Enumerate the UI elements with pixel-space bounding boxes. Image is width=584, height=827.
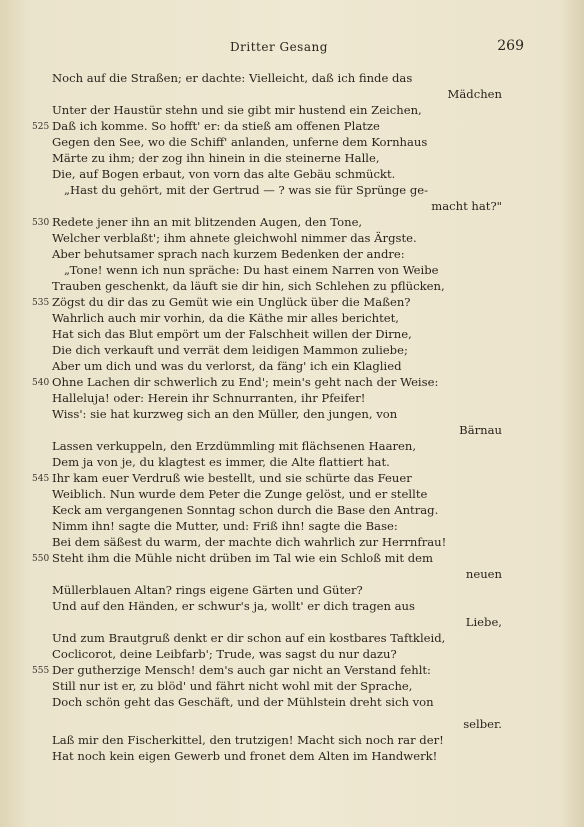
verse-text: Die dich verkauft und verrät dem leidigen Mammon zuliebe; [52, 343, 408, 357]
verse-text: Hat noch kein eigen Gewerb und fronet dem Alten im Handwerk! [52, 749, 438, 763]
verse-text: Weiblich. Nun wurde dem Peter die Zunge gelöst, und er stellte [52, 487, 428, 501]
verse-text: Daß ich komme. So hofft' er: da stieß am offenen Platze [52, 119, 380, 133]
verse-line [0, 342, 584, 358]
verse-text: Doch schön geht das Geschäft, und der Mühlstein dreht sich von [52, 695, 434, 709]
verse-text: Ihr kam euer Verdruß wie bestellt, und sie schürte das Feuer [52, 471, 412, 485]
verse-text: Und auf den Händen, er schwur's ja, wollt' er dich tragen aus [52, 599, 415, 613]
verse-text: Hat sich das Blut empört um der Falschheit willen der Dirne, [52, 327, 412, 341]
verse-line [0, 630, 584, 646]
verse-line [0, 614, 584, 630]
verse-text: Dem ja von je, du klagtest es immer, die Alte flattiert hat. [52, 455, 390, 469]
verse-line [0, 166, 584, 182]
verse-text: Gegen den See, wo die Schiff' anlanden, unferne dem Kornhaus [52, 135, 428, 149]
verse-line [0, 358, 584, 374]
verse-line [0, 86, 584, 102]
line-number: 545 [32, 474, 50, 484]
line-number: 540 [32, 378, 50, 388]
verse-text: Liebe, [465, 615, 502, 629]
verse-line [0, 694, 584, 710]
verse-text: Keck am vergangenen Sonntag schon durch die Base den Antrag. [52, 503, 439, 517]
verse-text: neuen [465, 567, 502, 581]
verse-line [0, 406, 584, 422]
verse-line [0, 582, 584, 598]
verse-line [0, 748, 584, 764]
verse-line [0, 534, 584, 550]
verse-text: Bei dem säßest du warm, der machte dich wahrlich zur Herrnfrau! [52, 535, 447, 549]
verse-line [0, 598, 584, 614]
verse-line [0, 390, 584, 406]
verse-text: Und zum Brautgruß denkt er dir schon auf ein kostbares Taftkleid, [52, 631, 446, 645]
verse-text: Bärnau [459, 423, 502, 437]
line-number: 525 [32, 122, 50, 132]
verse-text: Noch auf die Straßen; er dachte: Vielleicht, daß ich finde das [52, 71, 413, 85]
verse-line [0, 70, 584, 86]
verse-line [0, 486, 584, 502]
verse-text: Welcher verblaßt'; ihm ahnete gleichwohl nimmer das Ärgste. [52, 231, 417, 245]
verse-line [0, 646, 584, 662]
verse-line [0, 326, 584, 342]
verse-text: Ohne Lachen dir schwerlich zu End'; mein's geht nach der Weise: [52, 375, 439, 389]
verse-line [0, 732, 584, 748]
line-number: 535 [32, 298, 50, 308]
line-number: 550 [32, 554, 50, 564]
verse-text: Wahrlich auch mir vorhin, da die Käthe mir alles berichtet, [52, 311, 399, 325]
verse-text: Steht ihm die Mühle nicht drüben im Tal wie ein Schloß mit dem [52, 551, 433, 565]
verse-line [0, 502, 584, 518]
verse-line [0, 246, 584, 262]
verse-line [0, 310, 584, 326]
verse-line [0, 118, 584, 134]
verse-text: Zögst du dir das zu Gemüt wie ein Unglück über die Maßen? [52, 295, 411, 309]
verse-line [0, 134, 584, 150]
verse-line [0, 550, 584, 566]
verse-text: „Tone! wenn ich nun spräche: Du hast einem Narren von Weibe [64, 263, 439, 277]
verse-block [0, 70, 584, 764]
verse-line [0, 102, 584, 118]
verse-line [0, 678, 584, 694]
verse-line [0, 230, 584, 246]
verse-line [0, 662, 584, 678]
verse-text: Der gutherzige Mensch! dem's auch gar nicht an Verstand fehlt: [52, 663, 431, 677]
verse-line [0, 278, 584, 294]
verse-line [0, 150, 584, 166]
verse-text: Unter der Haustür stehn und sie gibt mir hustend ein Zeichen, [52, 103, 422, 117]
verse-line [0, 518, 584, 534]
verse-text: Lassen verkuppeln, den Erzdümmling mit flächsenen Haaren, [52, 439, 417, 453]
verse-text: Still nur ist er, zu blöd' und fährt nicht wohl mit der Sprache, [52, 679, 413, 693]
verse-line [0, 566, 584, 582]
verse-line [0, 422, 584, 438]
verse-line [0, 454, 584, 470]
verse-text: Mädchen [447, 87, 502, 101]
verse-line [0, 438, 584, 454]
verse-line [0, 470, 584, 486]
verse-text: Wiss': sie hat kurzweg sich an den Müller, den jungen, von [52, 407, 398, 421]
verse-line [0, 374, 584, 390]
verse-text: Coclicorot, deine Leibfarb'; Trude, was sagst du nur dazu? [52, 647, 397, 661]
page-header [0, 38, 584, 58]
verse-line [0, 182, 584, 198]
running-title: Dritter Gesang [230, 40, 328, 54]
verse-text: selber. [463, 717, 502, 731]
verse-text: Halleluja! oder: Herein ihr Schnurranten, ihr Pfeifer! [52, 391, 366, 405]
verse-text: Die, auf Bogen erbaut, von vorn das alte Gebäu schmückt. [52, 167, 396, 181]
line-number: 530 [32, 218, 50, 228]
verse-text: Aber um dich und was du verlorst, da fäng' ich ein Klaglied [52, 359, 402, 373]
line-number: 555 [32, 666, 50, 676]
verse-line [0, 294, 584, 310]
verse-text: Aber behutsamer sprach nach kurzem Bedenken der andre: [52, 247, 405, 261]
verse-text: Märte zu ihm; der zog ihn hinein in die steinerne Halle, [52, 151, 380, 165]
verse-text: Laß mir den Fischerkittel, den trutzigen! Macht sich noch rar der! [52, 733, 444, 747]
verse-line [0, 716, 584, 732]
verse-text: Nimm ihn! sagte die Mutter, und: Friß ihn! sagte die Base: [52, 519, 398, 533]
verse-line [0, 198, 584, 214]
verse-text: Trauben geschenkt, da läuft sie dir hin, sich Schlehen zu pflücken, [52, 279, 445, 293]
page-number: 269 [497, 38, 524, 54]
verse-line [0, 262, 584, 278]
verse-line [0, 214, 584, 230]
verse-text: macht hat?" [431, 199, 502, 213]
verse-text: Redete jener ihn an mit blitzenden Augen, den Tone, [52, 215, 363, 229]
verse-text: „Hast du gehört, mit der Gertrud — ? was sie für Sprünge ge- [64, 183, 429, 197]
verse-text: Müllerblauen Altan? rings eigene Gärten und Güter? [52, 583, 363, 597]
